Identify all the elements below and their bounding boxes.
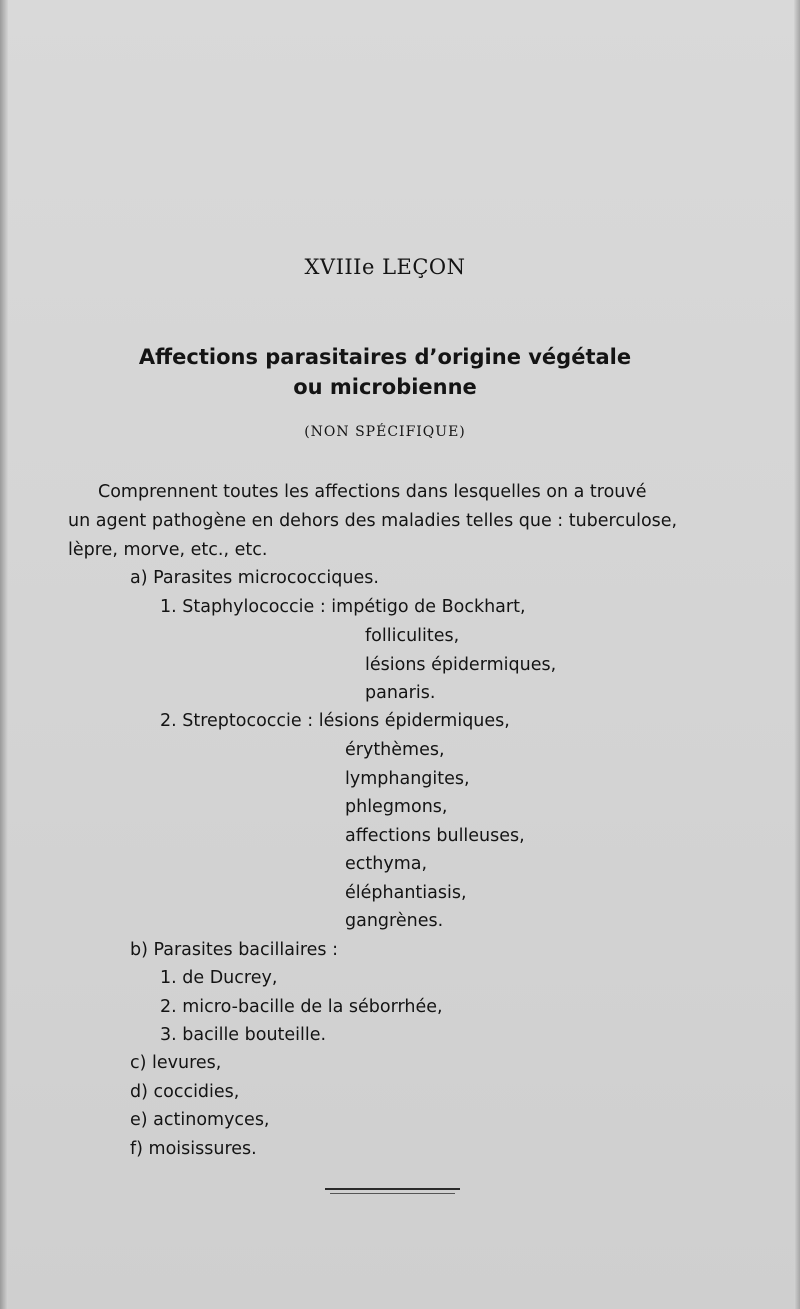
- staph-item: lésions épidermiques,: [365, 655, 557, 675]
- strep-line: 2. Streptococcie : lésions épidermiques,: [160, 711, 510, 731]
- end-rule: [325, 1188, 460, 1190]
- section-f-label: f) moisissures.: [130, 1139, 257, 1159]
- section-b-label: b) Parasites bacillaires :: [130, 940, 338, 960]
- strep-item: affections bulleuses,: [345, 826, 525, 846]
- page-edge-left: [0, 0, 8, 1309]
- section-b-item: 1. de Ducrey,: [160, 968, 278, 988]
- section-b-item: 2. micro-bacille de la séborrhée,: [160, 997, 443, 1017]
- intro-line-1: Comprennent toutes les affections dans lesquelles on a trouvé: [98, 482, 647, 502]
- section-d-label: d) coccidies,: [130, 1082, 240, 1102]
- strep-item: érythèmes,: [345, 740, 445, 760]
- section-a-label: a) Parasites micrococciques.: [130, 568, 379, 588]
- end-rule-thin: [330, 1193, 455, 1194]
- strep-item: ecthyma,: [345, 854, 428, 874]
- section-e-label: e) actinomyces,: [130, 1110, 270, 1130]
- strep-item: phlegmons,: [345, 797, 448, 817]
- page-title-line-2: ou microbienne: [293, 375, 477, 399]
- page-edge-right: [794, 0, 800, 1309]
- page-title-line-1: Affections parasitaires d’origine végétale: [138, 345, 632, 369]
- intro-line-3: lèpre, morve, etc., etc.: [68, 540, 268, 560]
- section-c-label: c) levures,: [130, 1053, 222, 1073]
- page-subtitle: (NON SPÉCIFIQUE): [304, 424, 466, 440]
- staph-item: panaris.: [365, 683, 436, 703]
- strep-item: lymphangites,: [345, 769, 470, 789]
- staph-item: folliculites,: [365, 626, 460, 646]
- section-b-item: 3. bacille bouteille.: [160, 1025, 327, 1045]
- intro-line-2: un agent pathogène en dehors des maladies telles que : tuberculose,: [68, 511, 678, 531]
- staph-line: 1. Staphylococcie : impétigo de Bockhart,: [160, 597, 526, 617]
- strep-item: éléphantiasis,: [345, 883, 467, 903]
- lesson-heading: XVIIIe LEÇON: [304, 255, 466, 279]
- strep-item: gangrènes.: [345, 911, 444, 931]
